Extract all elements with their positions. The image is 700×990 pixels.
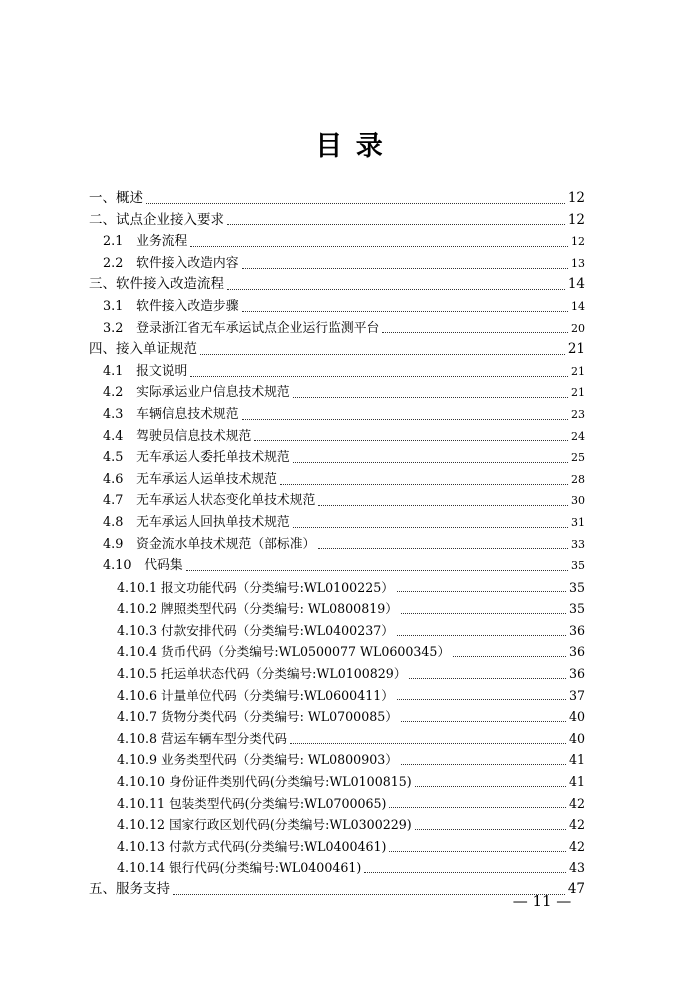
toc-entry-page: 21 bbox=[567, 341, 585, 358]
toc-entry[interactable] bbox=[89, 490, 585, 512]
toc-entry-label: 4.2 实际承运业户信息技术规范 bbox=[103, 385, 290, 401]
toc-entry-label: 4.10.14 银行代码(分类编号:WL0400461) bbox=[117, 860, 362, 876]
toc-entry-page: 13 bbox=[571, 256, 585, 270]
toc-entry[interactable] bbox=[89, 210, 585, 232]
toc-entry-page: 23 bbox=[571, 407, 585, 421]
dot-leader bbox=[409, 677, 566, 679]
dot-leader bbox=[389, 806, 565, 808]
dot-leader bbox=[318, 504, 568, 506]
toc-entry-label: 4.10.5 托运单状态代码（分类编号:WL0100829） bbox=[117, 666, 407, 682]
toc-entry-label: 二、试点企业接入要求 bbox=[89, 211, 224, 228]
toc-entry-page: 14 bbox=[571, 299, 585, 313]
toc-entry-label: 4.8 无车承运人回执单技术规范 bbox=[103, 514, 290, 530]
toc-entry-label: 4.10.2 牌照类型代码（分类编号: WL0800819） bbox=[117, 601, 398, 617]
toc-entry-page: 42 bbox=[568, 838, 585, 854]
toc-entry-label: 4.1 报文说明 bbox=[103, 363, 188, 379]
toc-entry-page: 12 bbox=[571, 235, 585, 249]
toc-entry-page: 33 bbox=[571, 537, 585, 551]
toc-entry[interactable] bbox=[89, 318, 585, 340]
toc-entry[interactable] bbox=[89, 404, 585, 426]
toc-entry-page: 35 bbox=[568, 601, 585, 617]
toc-entry-label: 4.9 资金流水单技术规范（部标准） bbox=[103, 536, 316, 552]
dot-leader bbox=[242, 418, 568, 420]
toc-entry-page: 20 bbox=[571, 321, 585, 335]
toc-entry-label: 4.10.8 营运车辆车型分类代码 bbox=[117, 730, 287, 746]
page-number: — 11 — bbox=[512, 892, 572, 910]
dot-leader bbox=[200, 353, 565, 355]
dot-leader bbox=[401, 612, 566, 614]
toc-entry[interactable] bbox=[89, 728, 585, 750]
toc-entry[interactable] bbox=[89, 188, 585, 210]
toc-entry-label: 4.7 无车承运人状态变化单技术规范 bbox=[103, 493, 316, 509]
toc-entry-label: 4.10.7 货物分类代码（分类编号: WL0700085） bbox=[117, 709, 398, 725]
dot-leader bbox=[280, 483, 568, 485]
toc-entry-page: 47 bbox=[567, 881, 585, 897]
toc-entry[interactable] bbox=[89, 512, 585, 534]
toc-entry[interactable] bbox=[89, 253, 585, 275]
dot-leader bbox=[364, 871, 566, 873]
dot-leader bbox=[397, 698, 566, 700]
dot-leader bbox=[254, 439, 568, 441]
toc-entry[interactable] bbox=[89, 426, 585, 448]
toc-entry-page: 35 bbox=[571, 559, 585, 573]
toc-entry-page: 43 bbox=[568, 860, 585, 876]
toc-entry-page: 41 bbox=[568, 774, 585, 790]
toc-entry[interactable] bbox=[89, 598, 585, 620]
toc-entry[interactable] bbox=[89, 274, 585, 296]
dot-leader bbox=[227, 223, 565, 225]
toc-entry[interactable] bbox=[89, 620, 585, 642]
toc-entry[interactable] bbox=[89, 685, 585, 707]
toc-entry-label: 3.2 登录浙江省无车承运试点企业运行监测平台 bbox=[103, 320, 380, 336]
dot-leader bbox=[293, 396, 568, 398]
dot-leader bbox=[401, 720, 566, 722]
toc-entry[interactable] bbox=[89, 771, 585, 793]
toc-entry-label: 五、服务支持 bbox=[89, 881, 170, 897]
dot-leader bbox=[190, 245, 568, 247]
toc-entry-page: 24 bbox=[571, 429, 585, 443]
toc-entry-label: 4.4 驾驶员信息技术规范 bbox=[103, 428, 252, 444]
toc-entry-page: 30 bbox=[571, 494, 585, 508]
toc-entry-page: 35 bbox=[568, 579, 585, 595]
dot-leader bbox=[242, 267, 568, 269]
dot-leader bbox=[382, 331, 568, 333]
toc-entry-label: 2.1 业务流程 bbox=[103, 234, 188, 250]
toc-entry-page: 14 bbox=[567, 276, 585, 293]
toc-entry-page: 12 bbox=[567, 211, 585, 228]
toc-entry-label: 4.10.10 身份证件类别代码(分类编号:WL0100815) bbox=[117, 774, 412, 790]
toc-entry[interactable] bbox=[89, 706, 585, 728]
toc-entry[interactable] bbox=[89, 577, 585, 599]
toc-entry-page: 25 bbox=[571, 451, 585, 465]
dot-leader bbox=[186, 569, 568, 571]
toc-entry-label: 4.10.11 包装类型代码(分类编号:WL0700065) bbox=[117, 795, 387, 811]
toc-entry-label: 4.10.3 付款安排代码（分类编号:WL0400237） bbox=[117, 622, 394, 638]
toc-entry[interactable] bbox=[89, 793, 585, 815]
toc-entry[interactable] bbox=[89, 469, 585, 491]
dot-leader bbox=[318, 547, 568, 549]
toc-entry-label: 4.6 无车承运人运单技术规范 bbox=[103, 471, 277, 487]
toc-entry-page: 37 bbox=[568, 687, 585, 703]
toc-entry-label: 4.10.4 货币代码（分类编号:WL0500077 WL0600345） bbox=[117, 644, 451, 660]
dot-leader bbox=[293, 526, 568, 528]
toc-entry[interactable] bbox=[89, 836, 585, 858]
toc-entry-page: 41 bbox=[568, 752, 585, 768]
toc-entry-label: 4.10.12 国家行政区划代码(分类编号:WL0300229) bbox=[117, 817, 412, 833]
dot-leader bbox=[415, 828, 566, 830]
dot-leader bbox=[190, 375, 568, 377]
dot-leader bbox=[389, 850, 565, 852]
dot-leader bbox=[227, 288, 565, 290]
page-title: 目 录 bbox=[315, 131, 385, 162]
toc-entry[interactable] bbox=[89, 814, 585, 836]
toc-entry[interactable] bbox=[89, 534, 585, 556]
toc-entry-label: 4.10 代码集 bbox=[103, 558, 183, 574]
toc-entry-page: 40 bbox=[568, 709, 585, 725]
toc-entry[interactable] bbox=[89, 296, 585, 318]
toc-entry-page: 28 bbox=[571, 472, 585, 486]
toc-entry-label: 2.2 软件接入改造内容 bbox=[103, 255, 239, 271]
toc-entry[interactable] bbox=[89, 231, 585, 253]
dot-leader bbox=[397, 590, 566, 592]
toc-entry-page: 36 bbox=[568, 644, 585, 660]
toc-entry-label: 一、概述 bbox=[89, 190, 143, 206]
toc-entry-page: 21 bbox=[571, 364, 585, 378]
toc-entry-page: 31 bbox=[571, 515, 585, 529]
toc-entry[interactable] bbox=[89, 857, 585, 879]
toc-entry[interactable] bbox=[89, 382, 585, 404]
toc-entry-label: 四、接入单证规范 bbox=[89, 341, 197, 358]
dot-leader bbox=[397, 634, 566, 636]
toc-entry-page: 40 bbox=[568, 730, 585, 746]
toc-entry-label: 4.10.13 付款方式代码(分类编号:WL0400461) bbox=[117, 838, 387, 854]
toc-entry-page: 21 bbox=[571, 386, 585, 400]
toc-entry-page: 42 bbox=[568, 795, 585, 811]
toc-entry[interactable] bbox=[89, 663, 585, 685]
toc-entry-label: 4.10.1 报文功能代码（分类编号:WL0100225） bbox=[117, 579, 394, 595]
table-of-contents bbox=[89, 188, 585, 901]
toc-entry-label: 三、软件接入改造流程 bbox=[89, 276, 224, 293]
toc-entry[interactable] bbox=[89, 361, 585, 383]
dot-leader bbox=[146, 202, 565, 204]
dot-leader bbox=[415, 785, 566, 787]
toc-entry[interactable] bbox=[89, 555, 585, 577]
toc-entry[interactable] bbox=[89, 447, 585, 469]
dot-leader bbox=[453, 655, 566, 657]
toc-entry-page: 12 bbox=[567, 190, 585, 206]
dot-leader bbox=[290, 742, 566, 744]
toc-entry-page: 36 bbox=[568, 666, 585, 682]
toc-entry[interactable] bbox=[89, 749, 585, 771]
dot-leader bbox=[401, 763, 566, 765]
toc-entry-label: 4.3 车辆信息技术规范 bbox=[103, 406, 239, 422]
toc-entry-page: 42 bbox=[568, 817, 585, 833]
toc-entry-label: 4.5 无车承运人委托单技术规范 bbox=[103, 450, 290, 466]
toc-entry-label: 3.1 软件接入改造步骤 bbox=[103, 298, 239, 314]
dot-leader bbox=[242, 310, 568, 312]
toc-entry-label: 4.10.9 业务类型代码（分类编号: WL0800903） bbox=[117, 752, 398, 768]
toc-entry[interactable] bbox=[89, 339, 585, 361]
toc-entry-page: 36 bbox=[568, 622, 585, 638]
toc-entry-label: 4.10.6 计量单位代码（分类编号:WL0600411） bbox=[117, 687, 394, 703]
toc-entry[interactable] bbox=[89, 641, 585, 663]
dot-leader bbox=[293, 461, 568, 463]
